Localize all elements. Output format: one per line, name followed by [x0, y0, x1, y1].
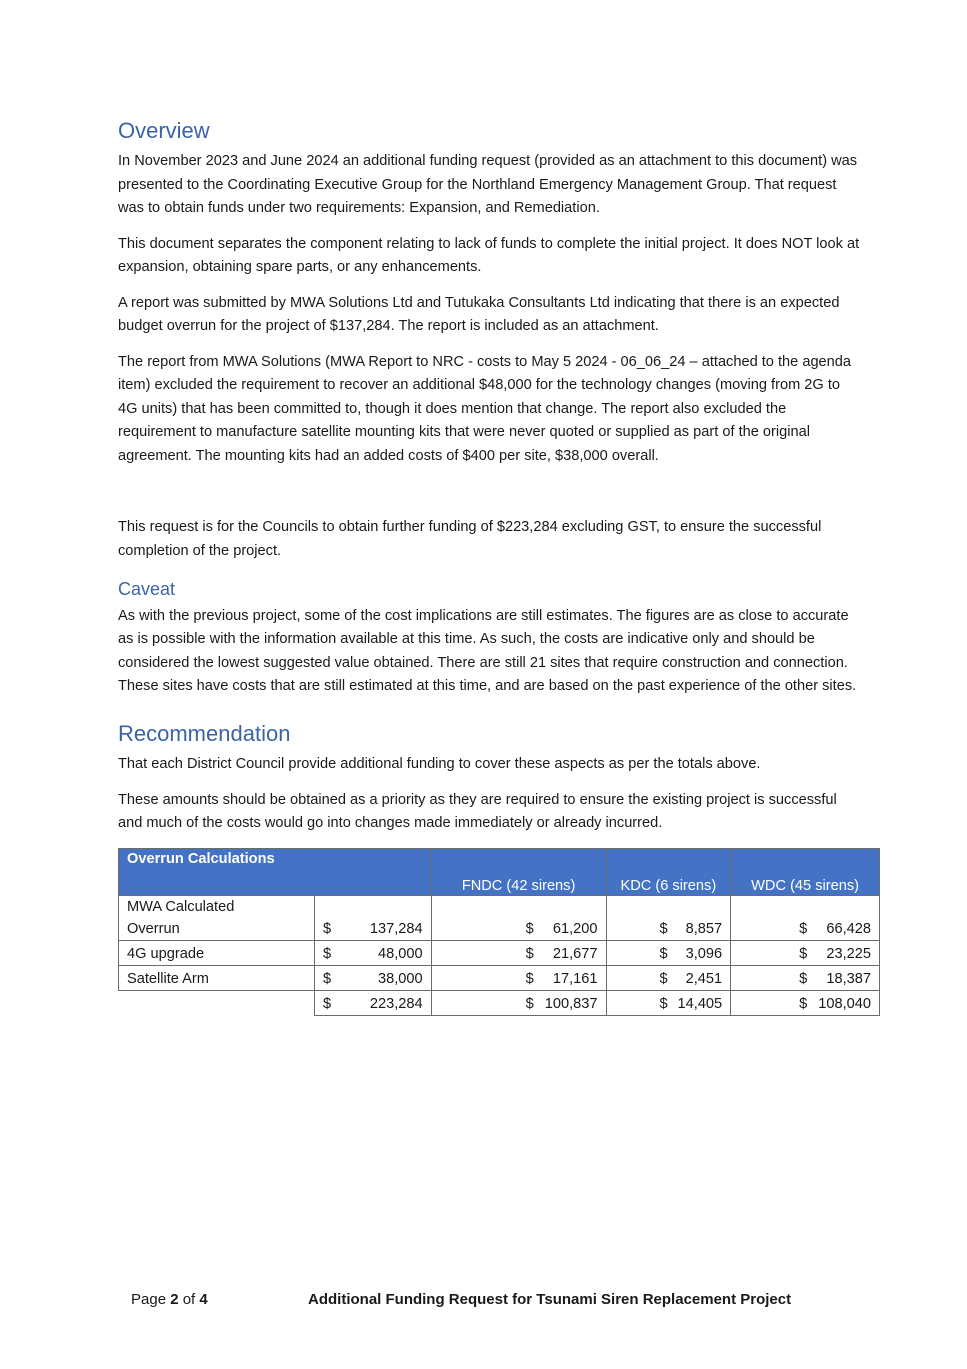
- recommendation-heading: Recommendation: [118, 720, 291, 746]
- table-row: [119, 965, 880, 990]
- cell-wdc: $ 23,225: [731, 940, 880, 965]
- total-overall: $ 223,284: [315, 990, 432, 1015]
- header-wdc: WDC (45 sirens): [731, 848, 880, 895]
- total-kdc: $ 14,405: [606, 990, 731, 1015]
- overrun-calculations-table: [118, 848, 880, 1016]
- cell-fndc: $ 17,161: [431, 965, 606, 990]
- page-number: Page 2 of 4: [131, 1291, 208, 1308]
- cell-total: $ 137,284: [315, 895, 432, 940]
- overview-paragraph-4: The report from MWA Solutions (MWA Report to NRC - costs to May 5 2024 - 06_06_24 – attached to the agenda item) excluded the requirement to recover an additional $48,000 for the technology changes (moving from 2G to 4G units) that has been committed to, though it does mention that change. The report also excluded the requirement to manufacture satellite mounting kits that were never quoted or supplied as part of the original agreement. The mounting kits had an added costs of $400 per site, $38,000 overall.: [118, 353, 852, 464]
- total-wdc: $ 108,040: [731, 990, 880, 1015]
- cell-wdc: $ 18,387: [731, 965, 880, 990]
- overview-paragraph-3: A report was submitted by MWA Solutions Ltd and Tutukaka Consultants Ltd indicating that there is an expected budget overrun for the project of $137,284. The report is included as an attachment.: [118, 294, 840, 335]
- row-label: 4G upgrade: [119, 940, 315, 965]
- cell-total: $ 38,000: [315, 965, 432, 990]
- row-label-line2: Overrun: [127, 920, 180, 937]
- caveat-paragraph: As with the previous project, some of the cost implications are still estimates. The figures are as close to accurate as is possible with the information available at this time. As such, the costs are indicative only and should be considered the lowest suggested value obtained. There are still 21 sites that require construction and connection. These sites have costs that are still estimated at this time, and are based on the past experience of the other sites.: [118, 607, 857, 695]
- recommendation-paragraph-2: These amounts should be obtained as a priority as they are required to ensure the existing project is successful and much of the costs would go into changes made immediately or already incurred.: [118, 791, 837, 832]
- overview-paragraph-2: This document separates the component relating to lack of funds to complete the initial project. It does NOT look at expansion, obtaining spare parts, or any enhancements.: [118, 235, 860, 276]
- total-fndc: $ 100,837: [431, 990, 606, 1015]
- footer-title: Additional Funding Request for Tsunami Siren Replacement Project: [308, 1291, 792, 1308]
- row-label: [119, 895, 315, 940]
- cell-kdc: $ 3,096: [606, 940, 731, 965]
- table-header-row: [119, 848, 880, 895]
- overview-paragraph-1: In November 2023 and June 2024 an additional funding request (provided as an attachment to this document) was presented to the Coordinating Executive Group for the Northland Emergency Management Group. That request was to obtain funds under two requirements: Expansion, and Remediation.: [118, 153, 858, 217]
- document-page: [118, 118, 871, 1016]
- caveat-heading: Caveat: [118, 579, 176, 600]
- header-kdc: KDC (6 sirens): [606, 848, 731, 895]
- table-title: Overrun Calculations: [119, 848, 432, 895]
- cell-kdc: $ 2,451: [606, 965, 731, 990]
- table-row: [119, 940, 880, 965]
- row-label: Satellite Arm: [119, 965, 315, 990]
- overview-heading: Overview: [118, 118, 210, 143]
- row-label-line1: MWA Calculated: [127, 898, 235, 915]
- header-fndc: FNDC (42 sirens): [431, 848, 606, 895]
- table-row: [119, 895, 880, 940]
- cell-fndc: $ 61,200: [431, 895, 606, 940]
- recommendation-paragraph-1: That each District Council provide additional funding to cover these aspects as per the totals above.: [118, 756, 761, 773]
- totals-label-blank: [119, 990, 315, 1015]
- cell-total: $ 48,000: [315, 940, 432, 965]
- recommendation-section: [118, 721, 860, 836]
- cell-wdc: $ 66,428: [731, 895, 880, 940]
- table-totals-row: [119, 990, 880, 1015]
- cell-fndc: $ 21,677: [431, 940, 606, 965]
- caveat-section: [118, 579, 860, 699]
- blank-spacer: [118, 480, 860, 516]
- overview-paragraph-5: This request is for the Councils to obtain further funding of $223,284 excluding GST, to ensure the successful completion of the project.: [118, 519, 822, 559]
- cell-kdc: $ 8,857: [606, 895, 731, 940]
